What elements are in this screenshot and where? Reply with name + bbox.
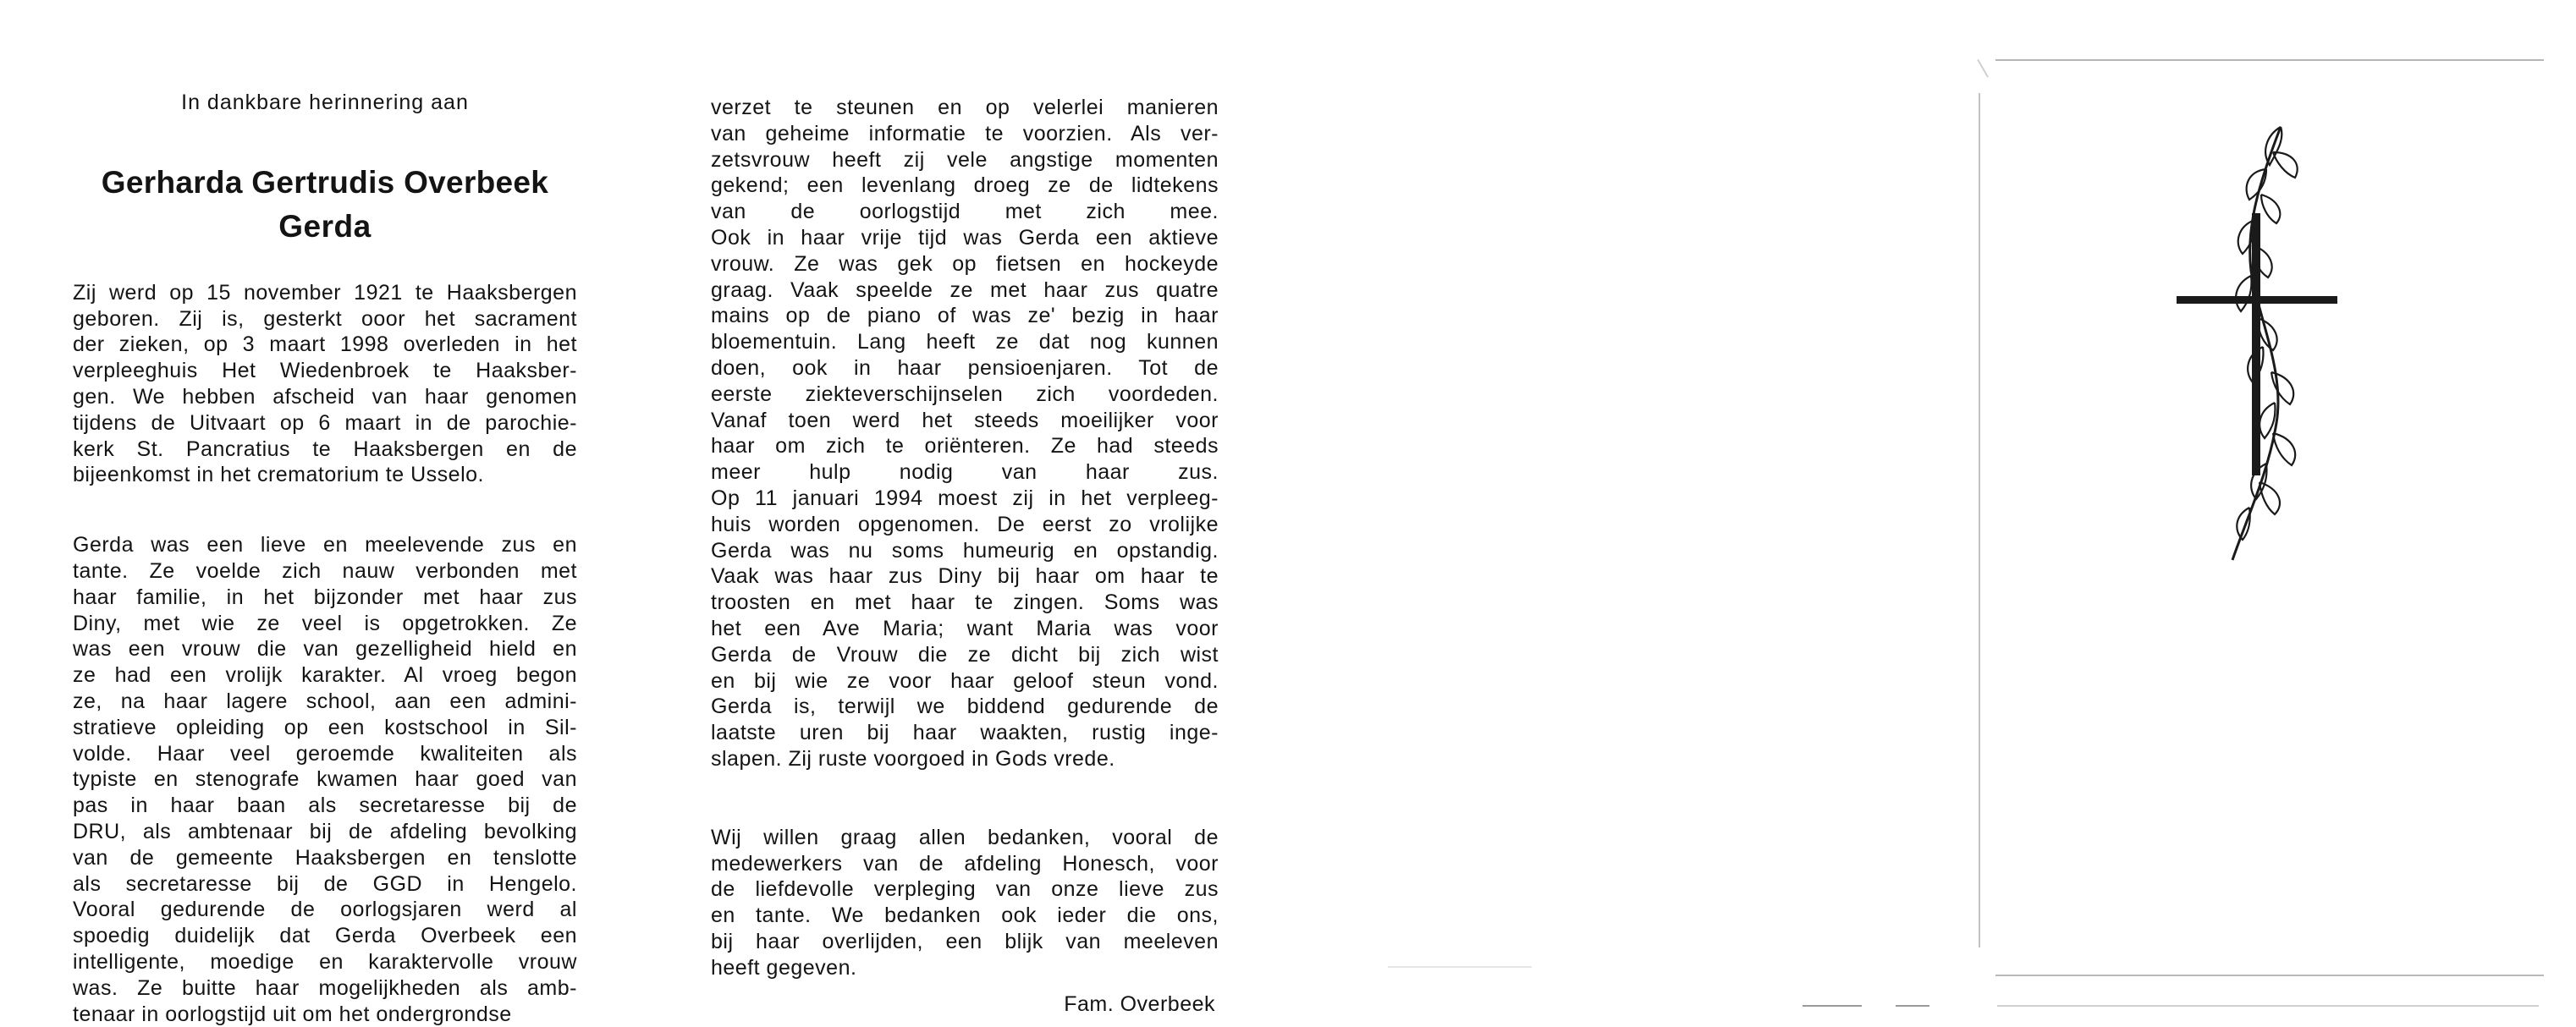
text-line: Ook in haar vrije tijd was Gerda een aktieve xyxy=(711,225,1219,250)
text-line: ze had een vrolijk karakter. Al vroeg begon xyxy=(73,663,577,688)
text-line: mains op de piano of was ze' bezig in haar xyxy=(711,304,1219,328)
text-line: doen, ook in haar pensioenjaren. Tot de xyxy=(711,355,1219,380)
text-line: pas in haar baan als secretaresse bij de xyxy=(73,794,577,818)
deceased-full-name: Gerharda Gertrudis Overbeek xyxy=(101,164,549,200)
text-line: volde. Haar veel geroemde kwaliteiten als xyxy=(73,741,577,766)
text-line: der zieken, op 3 maart 1998 overleden in het xyxy=(73,332,577,357)
scan-artifact xyxy=(1896,1005,1929,1007)
text-line: vrouw. Ze was gek op fietsen en hockeyde xyxy=(711,251,1219,276)
text-line: troosten en met haar te zingen. Soms was xyxy=(711,590,1219,615)
text-line: Gerda was nu soms humeurig en opstandig. xyxy=(711,538,1219,563)
text-line: geboren. Zij is, gesterkt ooor het sacrament xyxy=(73,306,577,331)
text-line: Wij willen graag allen bedanken, vooral de xyxy=(711,825,1219,849)
text-line: Vanaf toen werd het steeds moeilijker voor xyxy=(711,408,1219,432)
text-line: en bij wie ze voor haar geloof steun vond. xyxy=(711,668,1219,693)
scan-artifact xyxy=(1388,966,1532,968)
text-line: huis worden opgenomen. De eerst zo vrolijke xyxy=(711,512,1219,536)
thanks-paragraph xyxy=(711,825,1219,981)
text-line: tante. Ze voelde zich nauw verbonden met xyxy=(73,558,577,583)
middle-text-column xyxy=(711,0,1219,1017)
text-line: gen. We hebben afscheid van haar genomen xyxy=(73,384,577,409)
text-line: van geheime informatie te voorzien. Als ver- xyxy=(711,121,1219,146)
deceased-nickname: Gerda xyxy=(278,208,372,244)
scan-artifact xyxy=(1997,1005,2539,1007)
text-line: typiste en stenografe kwamen haar goed van xyxy=(73,767,577,792)
text-line: en tante. We bedanken ook ieder die ons, xyxy=(711,903,1219,928)
text-line: kerk St. Pancratius te Haaksbergen en de xyxy=(73,437,577,461)
biography-paragraph-1 xyxy=(73,280,577,488)
text-line: verpleeghuis Het Wiedenbroek te Haaksber- xyxy=(73,359,577,383)
text-line: graag. Vaak speelde ze met haar zus quatre xyxy=(711,277,1219,302)
text-line: DRU, als ambtenaar bij de afdeling bevolking xyxy=(73,819,577,843)
text-line: van de gemeente Haaksbergen en tenslotte xyxy=(73,845,577,870)
text-line: Vaak was haar zus Diny bij haar om haar te xyxy=(711,564,1219,589)
text-line: Vooral gedurende de oorlogsjaren werd al xyxy=(73,898,577,922)
text-line: tenaar in oorlogstijd uit om het ondergrondse xyxy=(73,1002,512,1026)
text-line: tijdens de Uitvaart op 6 maart in de parochie- xyxy=(73,410,577,435)
text-line: stratieve opleiding op een kostschool in Sil- xyxy=(73,715,577,739)
text-line: van de oorlogstijd met zich mee. xyxy=(711,200,1219,224)
biography-paragraph-3 xyxy=(711,95,1219,772)
text-line: als secretaresse bij de GGD in Hengelo. xyxy=(73,871,577,896)
left-text-column xyxy=(73,0,577,1027)
text-line: spoedig duidelijk dat Gerda Overbeek een xyxy=(73,924,577,948)
text-line: haar familie, in het bijzonder met haar zus xyxy=(73,585,577,609)
text-line: intelligente, moedige en karaktervolle vrouw xyxy=(73,949,577,974)
text-line: slapen. Zij ruste voorgoed in Gods vrede. xyxy=(711,746,1115,771)
text-line: heeft gegeven. xyxy=(711,955,857,980)
text-line: bloementuin. Lang heeft ze dat nog kunnen xyxy=(711,330,1219,354)
text-line: medewerkers van de afdeling Honesch, voor xyxy=(711,851,1219,876)
biography-paragraph-2 xyxy=(73,532,577,1027)
text-line: eerste ziekteverschijnselen zich voordeden. xyxy=(711,382,1219,406)
text-line: de liefdevolle verpleging van onze lieve zus xyxy=(711,877,1219,902)
text-line: Gerda was een lieve en meelevende zus en xyxy=(73,533,577,557)
text-line: het een Ave Maria; want Maria was voor xyxy=(711,616,1219,640)
intro-line: In dankbare herinnering aan xyxy=(181,91,469,114)
text-line: bij haar overlijden, een blijk van meeleven xyxy=(711,929,1219,953)
text-line: haar om zich te oriënteren. Ze had steeds xyxy=(711,434,1219,459)
text-line: Zij werd op 15 november 1921 te Haaksbergen xyxy=(73,280,577,305)
family-signature: Fam. Overbeek xyxy=(1064,991,1215,1016)
text-line: meer hulp nodig van haar zus. xyxy=(711,460,1219,485)
text-line: bijeenkomst in het crematorium te Usselo. xyxy=(73,463,484,487)
text-line: was een vrouw die van gezelligheid hield en xyxy=(73,637,577,662)
text-line: Gerda de Vrouw die ze dicht bij zich wist xyxy=(711,642,1219,667)
text-line: zetsvrouw heeft zij vele angstige momenten xyxy=(711,147,1219,172)
text-line: Gerda is, terwijl we biddend gedurende de xyxy=(711,695,1219,719)
scan-artifact xyxy=(1803,1005,1862,1007)
text-line: was. Ze buitte haar mogelijkheden als amb- xyxy=(73,975,577,1000)
text-line: gekend; een levenlang droeg ze de lidtekens xyxy=(711,173,1219,198)
text-line: Diny, met wie ze veel is opgetrokken. Ze xyxy=(73,611,577,635)
text-line: verzet te steunen en op velerlei manieren xyxy=(711,96,1219,119)
text-line: Op 11 januari 1994 moest zij in het verpleeg- xyxy=(711,486,1219,510)
cross-with-palm-branch-icon xyxy=(2166,118,2353,567)
cross-svg xyxy=(2166,118,2353,567)
text-line: laatste uren bij haar waakten, rustig inge- xyxy=(711,721,1219,745)
text-line: ze, na haar lagere school, aan een admini- xyxy=(73,689,577,713)
